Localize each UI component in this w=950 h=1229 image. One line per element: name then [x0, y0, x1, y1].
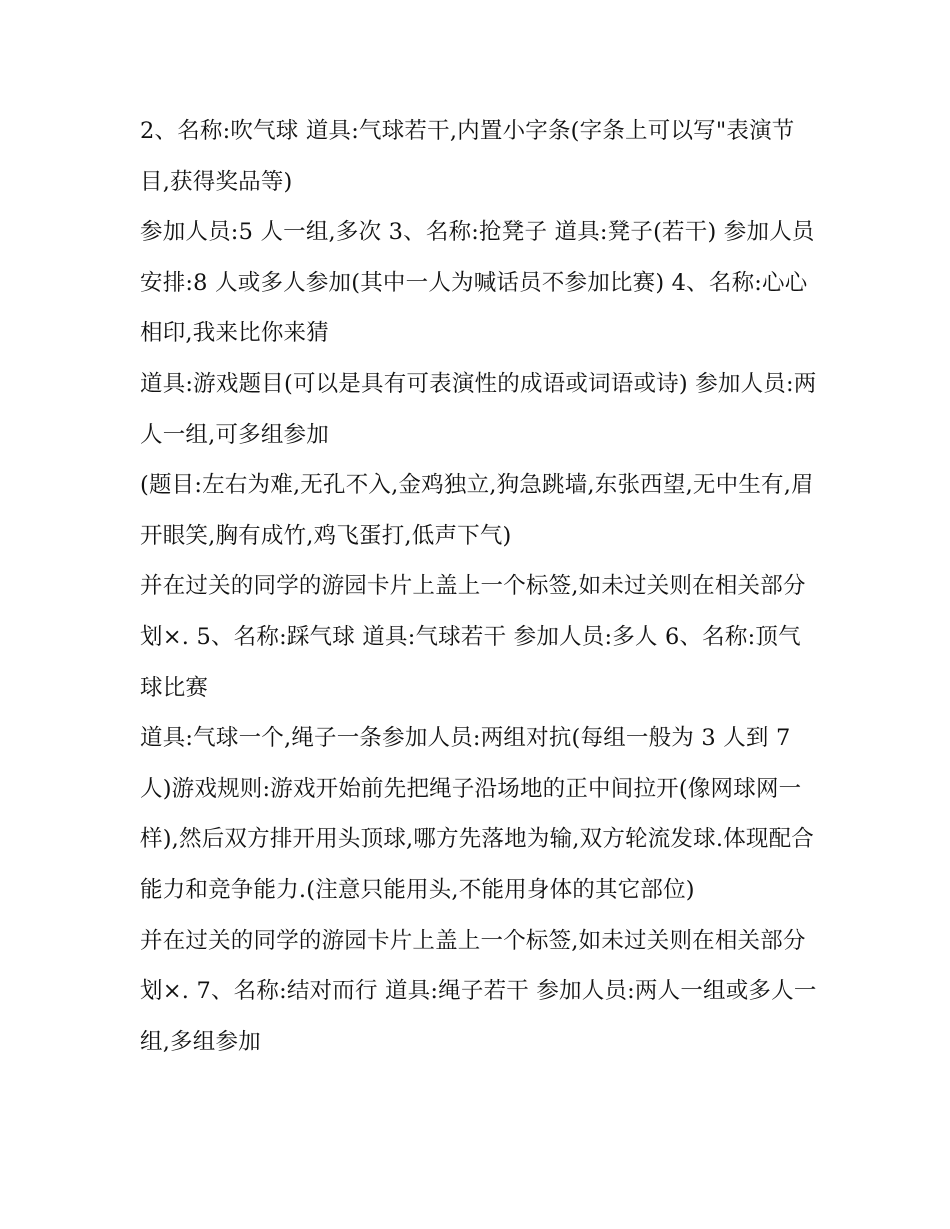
paragraph-balloon-stomp: 并在过关的同学的游园卡片上盖上一个标签,如未过关则在相关部分划×. 5、名称:踩气球 道具:气球若干 参加人员:多人 6、名称:顶气球比赛 — [140, 573, 806, 701]
paragraph-balloon-blowing: 2、名称:吹气球 道具:气球若干,内置小字条(字条上可以写"表演节目,获得奖品等) — [140, 118, 795, 195]
paragraph-guessing-topics: (题目:左右为难,无孔不入,金鸡独立,狗急跳墙,东张西望,无中生有,眉开眼笑,胸有成竹,鸡飞蛋打,低声下气) — [140, 472, 814, 549]
document-body — [140, 106, 820, 1067]
paragraph-balloon-header: 道具:气球一个,绳子一条参加人员:两组对抗(每组一般为 3 人到 7 人)游戏规则:游戏开始前先把绳子沿场地的正中间拉开(像网球网一样),然后双方排开用头顶球,哪方先落地为输,双方轮流发球.体现配合能力和竞争能力.(注意只能用头,不能用身体的其它部位) — [140, 725, 814, 903]
paragraph-guessing-props: 道具:游戏题目(可以是具有可表演性的成语或词语或诗) 参加人员:两人一组,可多组参加 — [140, 370, 817, 448]
paragraph-paired-walk: 并在过关的同学的游园卡片上盖上一个标签,如未过关则在相关部分划×. 7、名称:结对而行 道具:绳子若干 参加人员:两人一组或多人一组,多组参加 — [140, 927, 817, 1055]
paragraph-musical-chairs: 参加人员:5 人一组,多次 3、名称:抢凳子 道具:凳子(若干) 参加人员安排:8 人或多人参加(其中一人为喊话员不参加比赛) 4、名称:心心相印,我来比你来猜 — [140, 219, 815, 347]
